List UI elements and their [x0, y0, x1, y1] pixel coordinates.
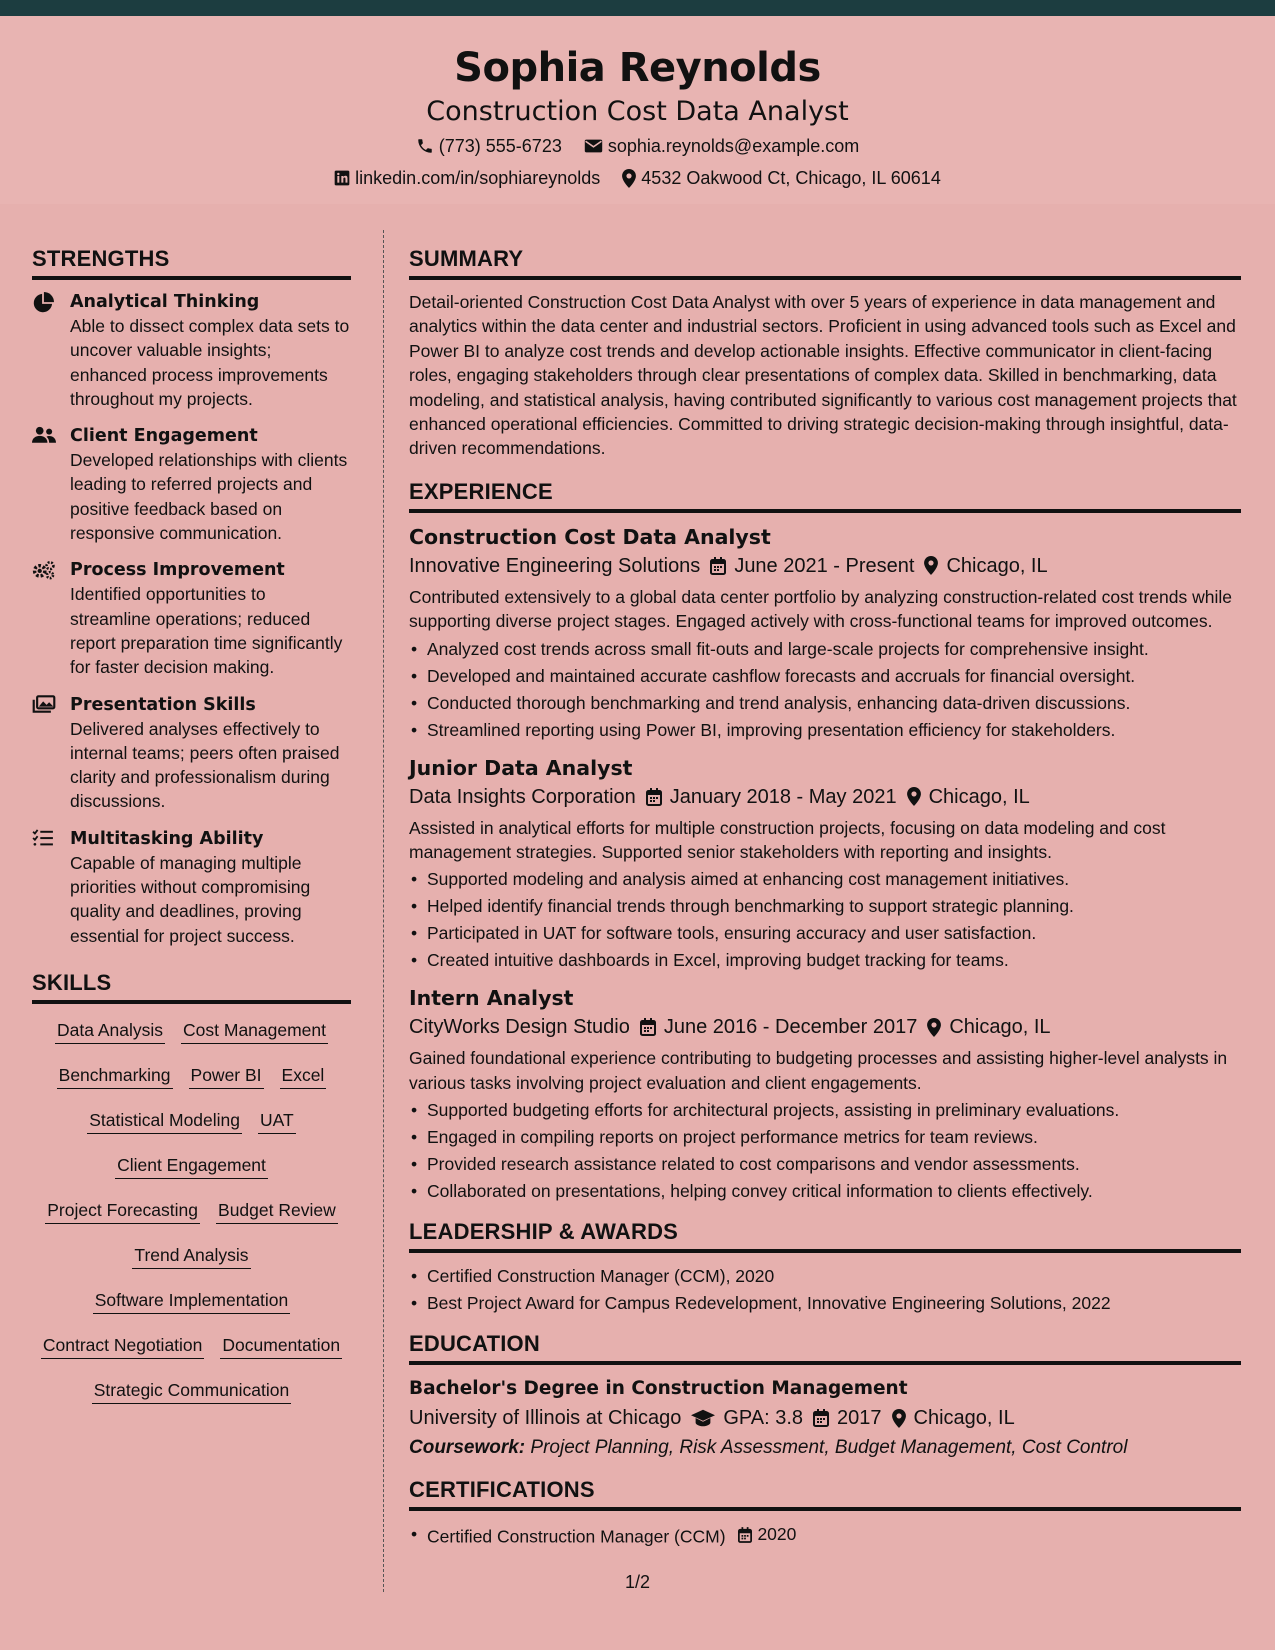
list-item: • Developed and maintained accurate cashflow forecasts and accruals for financial oversight.: [409, 663, 1241, 690]
graduation-year: [813, 1403, 882, 1433]
contact-row-1: [0, 130, 1275, 162]
strength-item: [32, 827, 351, 948]
summary-heading: SUMMARY: [409, 246, 1241, 280]
strength-item: [32, 290, 351, 411]
phone-icon: [416, 137, 434, 155]
skill-tag: Statistical Modeling: [87, 1108, 242, 1134]
address-text: 4532 Oakwood Ct, Chicago, IL 60614: [641, 168, 941, 188]
photo-album-icon: [32, 693, 58, 814]
skill-tag: Trend Analysis: [132, 1243, 250, 1269]
job-location: [924, 551, 1047, 581]
job-meta: [409, 1012, 1241, 1042]
job-title: Construction Cost Data Analyst: [409, 524, 771, 549]
strengths-heading: STRENGTHS: [32, 246, 351, 280]
job-bullets: [409, 866, 1241, 974]
skill-tag: Documentation: [220, 1333, 342, 1359]
job-dates: [710, 551, 914, 581]
list-item: • Created intuitive dashboards in Excel, improving budget tracking for teams.: [409, 947, 1241, 974]
list-item: • Collaborated on presentations, helping convey critical information to clients effectively.: [409, 1178, 1241, 1205]
candidate-name: Sophia Reynolds: [454, 45, 821, 91]
strength-name: Analytical Thinking: [70, 292, 260, 312]
job-bullets: [409, 1097, 1241, 1205]
summary-text: Detail-oriented Construction Cost Data Analyst with over 5 years of experience in data management and analytics within the data center and industrial sectors. Proficient in using advanced tools such as Excel and Power BI to analyze cost trends and develop actionable insights. Effective communicator in client-facing roles, engaging stakeholders through clear presentations of complex data. Skilled in benchmarking, data modeling, and statistical analysis, having contributed significantly to various cost management projects that enhanced operational efficiencies. Committed to driving strategic decision-making through insightful, data-driven recommendations.: [409, 292, 1237, 459]
right-column: [409, 246, 1241, 1551]
skill-tag: Strategic Communication: [92, 1378, 292, 1404]
cert-year-text: 2020: [757, 1524, 797, 1545]
linkedin-icon: [334, 170, 350, 186]
strength-item: [32, 693, 351, 814]
job-location: [907, 782, 1030, 812]
linkedin-contact[interactable]: [334, 162, 600, 194]
phone-text: (773) 555-6723: [438, 136, 562, 156]
job-title: Junior Data Analyst: [409, 755, 633, 780]
job-title: Intern Analyst: [409, 986, 574, 1011]
email-text[interactable]: sophia.reynolds@example.com: [607, 136, 860, 156]
job-dates-text: June 2021 - Present: [734, 554, 915, 577]
job-entry: [409, 754, 1241, 975]
skill-tag: Contract Negotiation: [41, 1333, 205, 1359]
list-item: • Participated in UAT for software tools, ensuring accuracy and user satisfaction.: [409, 920, 1241, 947]
strength-name: Process Improvement: [70, 560, 285, 581]
calendar-icon: [640, 1018, 656, 1036]
strength-desc: Able to dissect complex data sets to uncover valuable insights; enhanced process improvements throughout my projects.: [70, 316, 350, 409]
job-company: Innovative Engineering Solutions: [409, 554, 701, 577]
list-item: • Supported modeling and analysis aimed at enhancing cost management initiatives.: [409, 866, 1241, 893]
calendar-icon: [646, 788, 662, 806]
list-item: • Helped identify financial trends through benchmarking to support strategic planning.: [409, 893, 1241, 920]
list-item: • Certified Construction Manager (CCM), 2020: [409, 1263, 1241, 1290]
job-location-text: Chicago, IL: [949, 1016, 1051, 1039]
strength-desc: Developed relationships with clients leading to referred projects and positive feedback based on responsive communication.: [70, 450, 348, 544]
skills-heading: SKILLS: [32, 970, 351, 1004]
job-dates-text: January 2018 - May 2021: [669, 785, 897, 808]
map-pin-icon: [924, 556, 938, 575]
graduation-cap-icon: [691, 1409, 715, 1427]
list-item: • Analyzed cost trends across small fit-outs and large-scale projects for comprehensive insight.: [409, 636, 1241, 663]
calendar-icon: [813, 1409, 829, 1427]
skills-list: [32, 1014, 351, 1423]
leadership-heading: LEADERSHIP & AWARDS: [409, 1219, 1241, 1253]
job-location-text: Chicago, IL: [928, 785, 1030, 808]
coursework-text: Project Planning, Risk Assessment, Budget Management, Cost Control: [530, 1437, 1128, 1459]
skill-tag: Project Forecasting: [45, 1198, 200, 1224]
skill-tag: Client Engagement: [115, 1153, 268, 1179]
coursework-label: Coursework:: [409, 1437, 526, 1459]
linkedin-text[interactable]: linkedin.com/in/sophiareynolds: [355, 168, 601, 188]
calendar-icon: [738, 1527, 752, 1543]
job-dates: [640, 1012, 918, 1042]
degree-title: Bachelor's Degree in Construction Management: [409, 1378, 908, 1400]
cert-year: [738, 1521, 796, 1548]
map-pin-icon: [622, 169, 636, 188]
strength-desc: Capable of managing multiple priorities without compromising quality and deadlines, proving essential for project success.: [70, 852, 311, 946]
certifications-list: [409, 1521, 1241, 1551]
envelope-icon: [584, 138, 603, 154]
skill-tag: Data Analysis: [55, 1018, 165, 1044]
strength-name: Multitasking Ability: [70, 828, 264, 849]
list-item: • Conducted thorough benchmarking and trend analysis, enhancing data-driven discussions.: [409, 690, 1241, 717]
list-item: [409, 1521, 1241, 1551]
contact-row-2: [0, 162, 1275, 194]
school-name: University of Illinois at Chicago: [409, 1407, 682, 1430]
skill-tag: Benchmarking: [57, 1063, 173, 1089]
education-meta: [409, 1403, 1241, 1433]
email-contact[interactable]: [584, 130, 859, 162]
strength-name: Client Engagement: [70, 426, 258, 447]
coursework: [409, 1433, 1241, 1463]
job-description: Contributed extensively to a global data center portfolio by analyzing construction-related cost trends while supporting diverse project stages. Engaged actively with cross-functional teams for improved outcomes.: [409, 586, 1232, 632]
map-pin-icon: [892, 1409, 906, 1428]
gears-icon: [32, 558, 58, 679]
top-bar: [0, 0, 1275, 16]
job-meta: [409, 551, 1241, 581]
phone-contact: [416, 130, 562, 162]
gpa-text: GPA: 3.8: [723, 1407, 804, 1430]
job-location-text: Chicago, IL: [946, 554, 1048, 577]
job-dates-text: June 2016 - December 2017: [663, 1016, 918, 1039]
address-contact: [622, 162, 941, 194]
job-location: [927, 1012, 1050, 1042]
pie-chart-icon: [32, 290, 58, 411]
candidate-title: Construction Cost Data Analyst: [426, 96, 849, 127]
job-entry: [409, 523, 1241, 744]
strength-desc: Delivered analyses effectively to internal teams; peers often praised clarity and professionalism during discussions.: [70, 718, 340, 812]
skill-tag: Cost Management: [181, 1018, 328, 1044]
skill-tag: Budget Review: [216, 1198, 338, 1224]
skill-tag: UAT: [258, 1108, 296, 1134]
strength-item: [32, 424, 351, 545]
strength-item: [32, 558, 351, 679]
list-item: • Provided research assistance related to cost comparisons and vendor assessments.: [409, 1151, 1241, 1178]
resume-header: [0, 16, 1275, 204]
map-pin-icon: [907, 787, 921, 806]
school-location-text: Chicago, IL: [913, 1407, 1015, 1430]
job-entry: [409, 984, 1241, 1205]
skill-tag: Power BI: [189, 1063, 264, 1089]
skill-tag: Excel: [280, 1063, 327, 1089]
cert-name: Certified Construction Manager (CCM): [427, 1526, 726, 1547]
year-text: 2017: [837, 1407, 882, 1430]
gpa: [691, 1403, 803, 1433]
resume-body: [0, 230, 1275, 1592]
skill-tag: Software Implementation: [93, 1288, 291, 1314]
experience-heading: EXPERIENCE: [409, 479, 1241, 513]
list-item: • Engaged in compiling reports on project performance metrics for team reviews.: [409, 1124, 1241, 1151]
task-list-icon: [32, 827, 58, 948]
column-divider: [383, 230, 384, 1592]
job-bullets: [409, 636, 1241, 744]
job-description: Assisted in analytical efforts for multiple construction projects, focusing on data modeling and cost management strategies. Supported senior stakeholders with reporting and insights.: [409, 817, 1166, 863]
job-description: Gained foundational experience contributing to budgeting processes and assisting higher-level analysts in various tasks involving project evaluation and client engagements.: [409, 1048, 1228, 1093]
strength-name: Presentation Skills: [70, 694, 256, 715]
calendar-icon: [710, 557, 726, 575]
leadership-list: [409, 1263, 1241, 1317]
list-item: • Streamlined reporting using Power BI, improving presentation efficiency for stakeholders.: [409, 717, 1241, 744]
job-company: CityWorks Design Studio: [409, 1016, 630, 1039]
strength-desc: Identified opportunities to streamline operations; reduced report preparation time significantly for faster decision making.: [70, 584, 343, 678]
job-company: Data Insights Corporation: [409, 785, 636, 808]
job-meta: [409, 782, 1241, 812]
education-heading: EDUCATION: [409, 1331, 1241, 1365]
school-location: [892, 1403, 1015, 1433]
left-column: [32, 246, 351, 1423]
page-number: 1/2: [624, 1572, 651, 1592]
list-item: • Supported budgeting efforts for architectural projects, assisting in preliminary evaluations.: [409, 1097, 1241, 1124]
list-item: • Best Project Award for Campus Redevelopment, Innovative Engineering Solutions, 2022: [409, 1290, 1241, 1317]
certifications-heading: CERTIFICATIONS: [409, 1477, 1241, 1511]
users-icon: [32, 424, 58, 545]
map-pin-icon: [927, 1018, 941, 1037]
job-dates: [646, 782, 897, 812]
